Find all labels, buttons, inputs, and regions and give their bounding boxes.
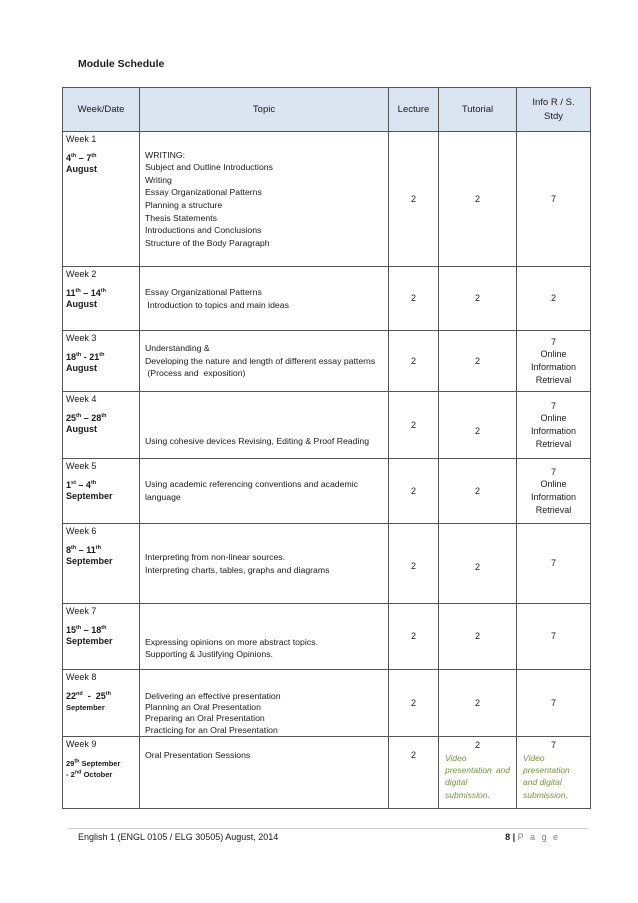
tutorial-cell: 2 [439,331,517,392]
page-heading: Module Schedule [78,58,165,70]
week-cell: Week 4 25th – 28th August [63,392,140,459]
info-cell: 2 [517,267,591,331]
tutorial-cell: 2 [439,604,517,670]
table-row [63,604,591,670]
lecture-cell: 2 [389,524,439,604]
topic-cell: Interpreting from non-linear sources. Interpreting charts, tables, graphs and diagrams [140,524,389,604]
info-cell: 7 Online Information Retrieval [517,331,591,392]
table-row [63,737,591,809]
col-week-date: Week/Date [63,88,140,132]
table-row [63,670,591,737]
topic-cell: Oral Presentation Sessions [140,737,389,809]
page-footer [68,828,588,842]
table-row [63,331,591,392]
lecture-cell: 2 [389,670,439,737]
table-row [63,392,591,459]
week-cell: Week 2 11th – 14th August [63,267,140,331]
info-cell: 7 [517,524,591,604]
lecture-cell: 2 [389,267,439,331]
info-cell: 7 Online Information Retrieval [517,392,591,459]
lecture-cell: 2 [389,604,439,670]
tutorial-cell: 2 [439,524,517,604]
table-row [63,524,591,604]
tutorial-note: Video presentation and digital submission. [445,752,510,800]
info-cell: 7 [517,604,591,670]
table-row [63,459,591,524]
col-topic: Topic [140,88,389,132]
lecture-cell: 2 [389,392,439,459]
lecture-cell: 2 [389,132,439,267]
week-cell: Week 7 15th – 18th September [63,604,140,670]
module-schedule-table [62,87,591,809]
tutorial-cell: 2 [439,392,517,459]
week-cell: Week 9 29th September - 2nd October [63,737,140,809]
footer-page-number: 8 | P a g e [505,832,560,842]
topic-cell: Delivering an effective presentation Planning an Oral Presentation Preparing an Oral Presentation Practicing for an Oral Presentation [140,670,389,737]
info-note: Video presentation and digital submission. [523,752,570,800]
topic-cell: Expressing opinions on more abstract topics. Supporting & Justifying Opinions. [140,604,389,670]
tutorial-cell: 2 [439,267,517,331]
lecture-cell: 2 [389,737,439,809]
col-tutorial: Tutorial [439,88,517,132]
week-cell: Week 3 18th - 21th August [63,331,140,392]
col-lecture: Lecture [389,88,439,132]
col-info: Info R / S. Stdy [517,88,591,132]
topic-cell: WRITING: Subject and Outline Introductions Writing Essay Organizational Patterns Planning a structure Thesis Statements Introductions and Conclusions Structure of the Body Paragraph [140,132,389,267]
table-row [63,132,591,267]
topic-cell: Essay Organizational Patterns Introduction to topics and main ideas [140,267,389,331]
tutorial-cell: 2 [439,132,517,267]
lecture-cell: 2 [389,331,439,392]
header-row [63,88,591,132]
info-cell: 7 [517,132,591,267]
tutorial-cell: 2 [439,459,517,524]
info-cell: 7 [517,670,591,737]
topic-cell: Understanding & Developing the nature and length of different essay patterns (Process and exposition) [140,331,389,392]
tutorial-cell: 2 Video presentation and digital submission. [439,737,517,809]
topic-cell: Using academic referencing conventions and academic language [140,459,389,524]
table-row [63,267,591,331]
week-cell: Week 1 4th – 7th August [63,132,140,267]
info-cell: 7 Online Information Retrieval [517,459,591,524]
footer-course: English 1 (ENGL 0105 / ELG 30505) August, 2014 [78,832,279,842]
week-cell: Week 5 1st – 4th September [63,459,140,524]
tutorial-cell: 2 [439,670,517,737]
info-cell: 7 Video presentation and digital submission. [517,737,591,809]
week-cell: Week 8 22nd - 25th September [63,670,140,737]
topic-cell: Using cohesive devices Revising, Editing & Proof Reading [140,392,389,459]
lecture-cell: 2 [389,459,439,524]
week-cell: Week 6 8th – 11th September [63,524,140,604]
